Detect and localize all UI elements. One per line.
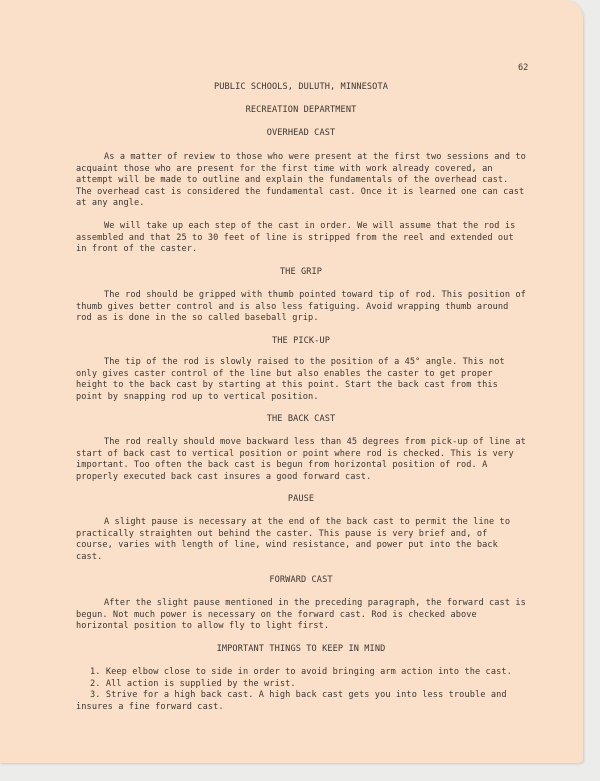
document-title: OVERHEAD CAST (266, 128, 336, 138)
list-item: 2. All action is supplied by the wrist. (90, 678, 296, 689)
intro-text-2: We will take up each step of the cast in order. We will assume that the rod is assembled and that 25 to 30 feet of line is stripped from the reel and extended out in front of the caster. (76, 221, 516, 255)
section-heading-pause: PAUSE (287, 494, 315, 504)
back-cast-text: The rod really should move backward less than 45 degrees from pick-up of line at start of back cast to vertical position or point where rod is checked. This is very important. Too often the back cast is begun from horizontal position of rod. A properly executed back cast insures a good forward cast. (76, 437, 526, 482)
section-heading-forward-cast: FORWARD CAST (269, 575, 333, 585)
header-department: RECREATION DEPARTMENT (245, 105, 357, 115)
page-number: 62 (518, 63, 529, 73)
forward-cast-text: After the slight pause mentioned in the preceding paragraph, the forward cast is begun. Not much power is necessary on the forward cast. Rod is checked above horizontal position to allow fly to light first. (76, 598, 526, 632)
list-item: 1. Keep elbow close to side in order to avoid bringing arm action into the cast. (90, 667, 512, 677)
pause-text: A slight pause is necessary at the end of the back cast to permit the line to practically straighten out behind the caster. This pause is very brief and, of course, varies with length of line, wind resistance, and power put into the back cast. (76, 517, 511, 562)
section-text-forward-cast (76, 598, 526, 633)
pickup-text: The tip of the rod is slowly raised to the position of a 45° angle. This not only gives caster control of the line but also enables the caster to get proper height to the back cast by starting at this point. Start the back cast from this point by snapping rod up to vertical position. (76, 357, 505, 402)
section-heading-back-cast: THE BACK CAST (266, 414, 336, 424)
intro-paragraph-2 (76, 221, 526, 256)
header-institution: PUBLIC SCHOOLS, DULUTH, MINNESOTA (213, 82, 389, 92)
section-text-pause (76, 517, 526, 563)
section-heading-grip: THE GRIP (279, 267, 323, 277)
keep-in-mind-list (76, 667, 526, 713)
intro-paragraph-1 (76, 152, 526, 210)
section-heading-keep-in-mind: IMPORTANT THINGS TO KEEP IN MIND (216, 644, 386, 654)
section-text-pickup (76, 357, 526, 403)
section-text-back-cast (76, 437, 526, 483)
grip-text: The rod should be gripped with thumb pointed toward tip of rod. This position of thumb gives better control and is also less fatiguing. Avoid wrapping thumb around rod as is done in the so called baseball grip. (76, 290, 526, 324)
list-item: 3. Strive for a high back cast. A high back cast gets you into less trouble and insures a fine forward cast. (76, 690, 507, 712)
section-text-grip (76, 290, 526, 325)
intro-text-1: As a matter of review to those who were present at the first two sessions and to acquaint those who are present for the first time with work already covered, an attempt will be made to outline and explain the fundamentals of the overhead cast. The overhead cast is considered the fundamental cast. Once it is learned one can cast at any angle. (76, 152, 526, 209)
section-heading-pickup: THE PICK-UP (271, 336, 330, 346)
